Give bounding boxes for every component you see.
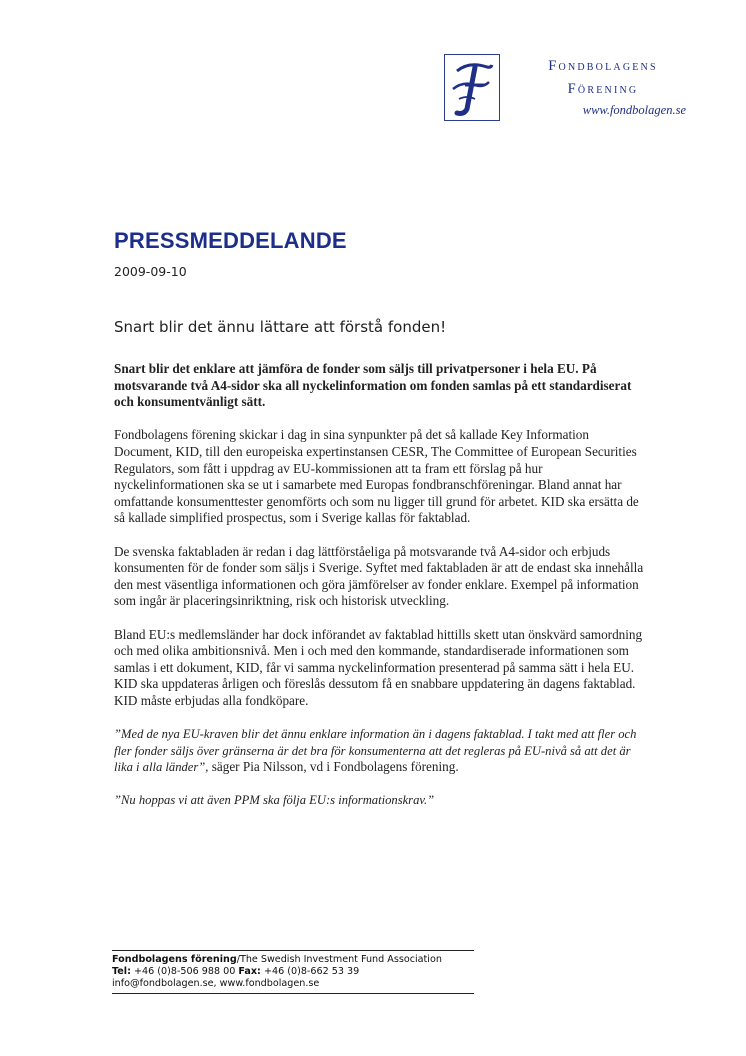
logo-f-icon — [445, 55, 498, 119]
footer-phone-line — [112, 966, 474, 978]
quote-attribution: säger Pia Nilsson, vd i Fondbolagens förening. — [208, 759, 459, 775]
closing-quote-text: ”Nu hoppas vi att även PPM ska följa EU:s informationskrav.” — [114, 793, 435, 808]
logo-name-line2: Förening — [567, 81, 639, 97]
page-title: PRESSMEDDELANDE — [114, 228, 347, 253]
footer-org-name: Fondbolagens förening — [112, 954, 237, 965]
press-body — [114, 361, 650, 826]
footer-fax-value: +46 (0)8-662 53 39 — [260, 966, 360, 977]
body-paragraph: Bland EU:s medlemsländer har dock införandet av faktablad hittills skett utan önskvärd samordning och med olika ambitionsnivå. Men i och med den kommande, standardiserade informationen som samlas i ett dokument, KID, får vi samma nyckelinformation presenterad på samma sätt i hela EU. KID ska uppdateras årligen och föreslås dessutom få en snabbare uppdatering än dagens faktablad. KID måste erbjudas alla fondköpare. — [114, 626, 643, 708]
footer-org-line — [112, 954, 474, 966]
lead-paragraph: Snart blir det enklare att jämföra de fonder som säljs till privatpersoner i hela EU. På motsvarande två A4-sidor ska all nyckelinformation om fonden samlas på ett standardiserat och konsumentvänligt sätt. — [114, 361, 632, 410]
closing-quote — [114, 792, 650, 809]
footer-contact-line[interactable]: info@fondbolagen.se, www.fondbolagen.se — [112, 978, 320, 989]
quote-paragraph — [114, 726, 650, 776]
logo-wordmark — [508, 57, 698, 118]
footer-fax-label: Fax: — [238, 966, 261, 977]
footer-tel-value: +46 (0)8-506 988 00 — [130, 966, 239, 977]
logo-mark — [444, 54, 500, 121]
footer-tel-label: Tel: — [112, 966, 131, 977]
quote-text: ”Med de nya EU-kraven blir det ännu enklare information än i dagens faktablad. I takt med att fler och fler fonder säljs över gränserna är det bra för konsumenterna att det regleras på EU-nivå så att det är lika i alla länder”, — [114, 727, 637, 775]
body-paragraph: Fondbolagens förening skickar i dag in sina synpunkter på det så kallade Key Information Document, KID, till den europeiska expertinstansen CESR, The Committee of European Securities Regulators, som fått i uppdrag av EU-kommissionen att ta fram ett förslag på hur nyckelinformationen ska se ut i samarbete med Europas fondbranschföreningar. Bland annat har omfattande konsumenttester genomförts och som nu ligger till grund för arbetet. KID ska ersätta de så kallade simplified prospectus, som i Sverige kallas för faktablad. — [114, 427, 639, 526]
footer-org-english: /The Swedish Investment Fund Association — [236, 954, 442, 965]
footer-contact — [112, 950, 474, 994]
logo-name-line1: Fondbolagens — [548, 58, 658, 74]
release-date: 2009-09-10 — [114, 264, 187, 279]
logo-url[interactable]: www.fondbolagen.se — [582, 103, 686, 117]
press-subtitle: Snart blir det ännu lättare att förstå fonden! — [114, 318, 447, 336]
body-paragraph: De svenska faktabladen är redan i dag lättförståeliga på motsvarande två A4-sidor och erbjuds konsumenten för de fonder som säljs i Sverige. Syftet med faktabladen är att de endast ska innehålla den mest väsentliga informationen och göra jämförelser av fonder enklare. Exempel på information som ingår är placeringsinriktning, risk och historisk utveckling. — [114, 543, 644, 609]
